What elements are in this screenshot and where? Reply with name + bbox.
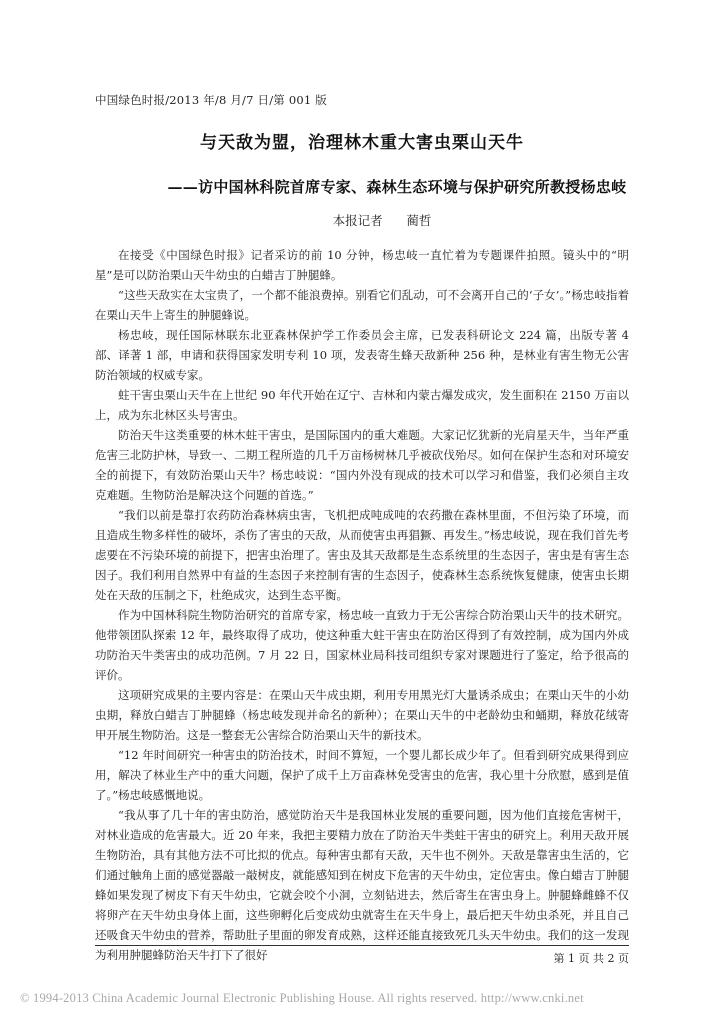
article-subtitle: ——访中国林科院首席专家、森林生态环境与保护研究所教授杨忠岐 — [167, 178, 627, 196]
footer-divider — [95, 945, 629, 946]
copyright-notice: © 1994-2013 China Academic Journal Electronic Publishing House. All rights reserved. http://www.cnki.net — [20, 991, 584, 1005]
paragraph: 蛀干害虫栗山天牛在上世纪 90 年代开始在辽宁、吉林和内蒙古爆发成灾，发生面积在 2150 万亩以上，成为东北林区头号害虫。 — [95, 388, 629, 422]
paragraph: 防治天牛这类重要的林木蛀干害虫，是国际国内的重大难题。大家记忆犹新的光肩星天牛，当年严重危害三北防护林，导致一、二期工程所造的几千万亩杨树林几乎被砍伐殆尽。如何在保护生态和对环境安全的前提下，有效防治栗山天牛？杨忠岐说：“国内外没有现成的技术可以学习和借鉴，我们必须自主攻克难题。生物防治是解决这个问题的首选。” — [95, 428, 629, 502]
page-indicator: 第 1 页 共 2 页 — [553, 952, 629, 965]
paragraph: 在接受《中国绿色时报》记者采访的前 10 分钟，杨忠岐一直忙着为专题课件拍照。镜头中的“明星”是可以防治栗山天牛幼虫的白蜡吉丁肿腿蜂。 — [95, 248, 629, 282]
paragraph: “我们以前是靠打农药防治森林病虫害，飞机把成吨成吨的农药撒在森林里面，不但污染了环境，而且造成生物多样性的破坏，杀伤了害虫的天敌，从而使害虫再猖獗、再发生。”杨忠岐说，现在我们首先考虑要在不污染环境的前提下，把害虫治理了。害虫及其天敌都是生态系统里的生态因子，害虫是有害生态因子。我们利用自然界中有益的生态因子来控制有害的生态因子，使森林生态系统恢复健康，使害虫长期处在天敌的压制之下，杜绝成灾，达到生态平衡。 — [95, 508, 629, 602]
article-body — [95, 245, 629, 965]
article-title: 与天敌为盟，治理林木重大害虫栗山天牛 — [200, 133, 524, 153]
paragraph: 杨忠岐，现任国际林联东北亚森林保护学工作委员会主席，已发表科研论文 224 篇，出版专著 4 部、译著 1 部，申请和获得国家发明专利 10 项，发表寄生蜂天敌新种 256 种，是林业有害生物无公害防治领域的权威专家。 — [95, 328, 629, 382]
article-byline: 本报记者 蔺哲 — [332, 213, 432, 228]
paragraph: 作为中国林科院生物防治研究的首席专家，杨忠岐一直致力于无公害综合防治栗山天牛的技术研究。他带领团队探索 12 年，最终取得了成功，使这种重大蛀干害虫在防治区得到了有效控制，成为国内外成功防治天牛类害虫的成功范例。7 月 22 日，国家林业局科技司组织专家对课题进行了鉴定，给予很高的评价。 — [95, 608, 629, 682]
paragraph: “我从事了几十年的害虫防治，感觉防治天牛是我国林业发展的重要问题，因为他们直接危害树干，对林业造成的危害最大。近 20 年来，我把主要精力放在了防治天牛类蛀干害虫的研究上。利用天敌开展生物防治，具有其他方法不可比拟的优点。每种害虫都有天敌，天牛也不例外。天敌是靠害虫生活的，它们通过触角上面的感觉器敲一敲树皮，就能感知到在树皮下危害的天牛幼虫，定位害虫。像白蜡吉丁肿腿蜂如果发现了树皮下有天牛幼虫，它就会咬个小洞，立刻钻进去，然后寄生在害虫身上。肿腿蜂雌蜂不仅将卵产在天牛幼虫身体上面，这些卵孵化后变成幼虫就寄生在天牛身上，最后把天牛幼虫杀死，并且自己还吸食天牛幼虫的营养，帮助肚子里面的卵发育成熟，这样还能直接致死几头天牛幼虫。我们的这一发现为利用肿腿蜂防治天牛打下了很好 — [95, 808, 629, 962]
paragraph: 这项研究成果的主要内容是：在栗山天牛成虫期，利用专用黑光灯大量诱杀成虫；在栗山天牛的小幼虫期，释放白蜡吉丁肿腿蜂（杨忠岐发现并命名的新种）；在栗山天牛的中老龄幼虫和蛹期，释放花绒寄甲开展生物防治。这是一整套无公害综合防治栗山天牛的新技术。 — [95, 688, 629, 742]
paragraph: “这些天敌实在太宝贵了，一个都不能浪费掉。别看它们乱动，可不会离开自己的‘子女’。”杨忠岐指着在栗山天牛上寄生的肿腿蜂说。 — [95, 288, 629, 322]
publication-source: 中国绿色时报/2013 年/8 月/7 日/第 001 版 — [95, 93, 327, 107]
paragraph: “12 年时间研究一种害虫的防治技术，时间不算短，一个婴儿都长成少年了。但看到研究成果得到应用，解决了林业生产中的重大问题，保护了成千上万亩森林免受害虫的危害，我心里十分欣慰，感到是值了。”杨忠岐感慨地说。 — [95, 748, 629, 802]
